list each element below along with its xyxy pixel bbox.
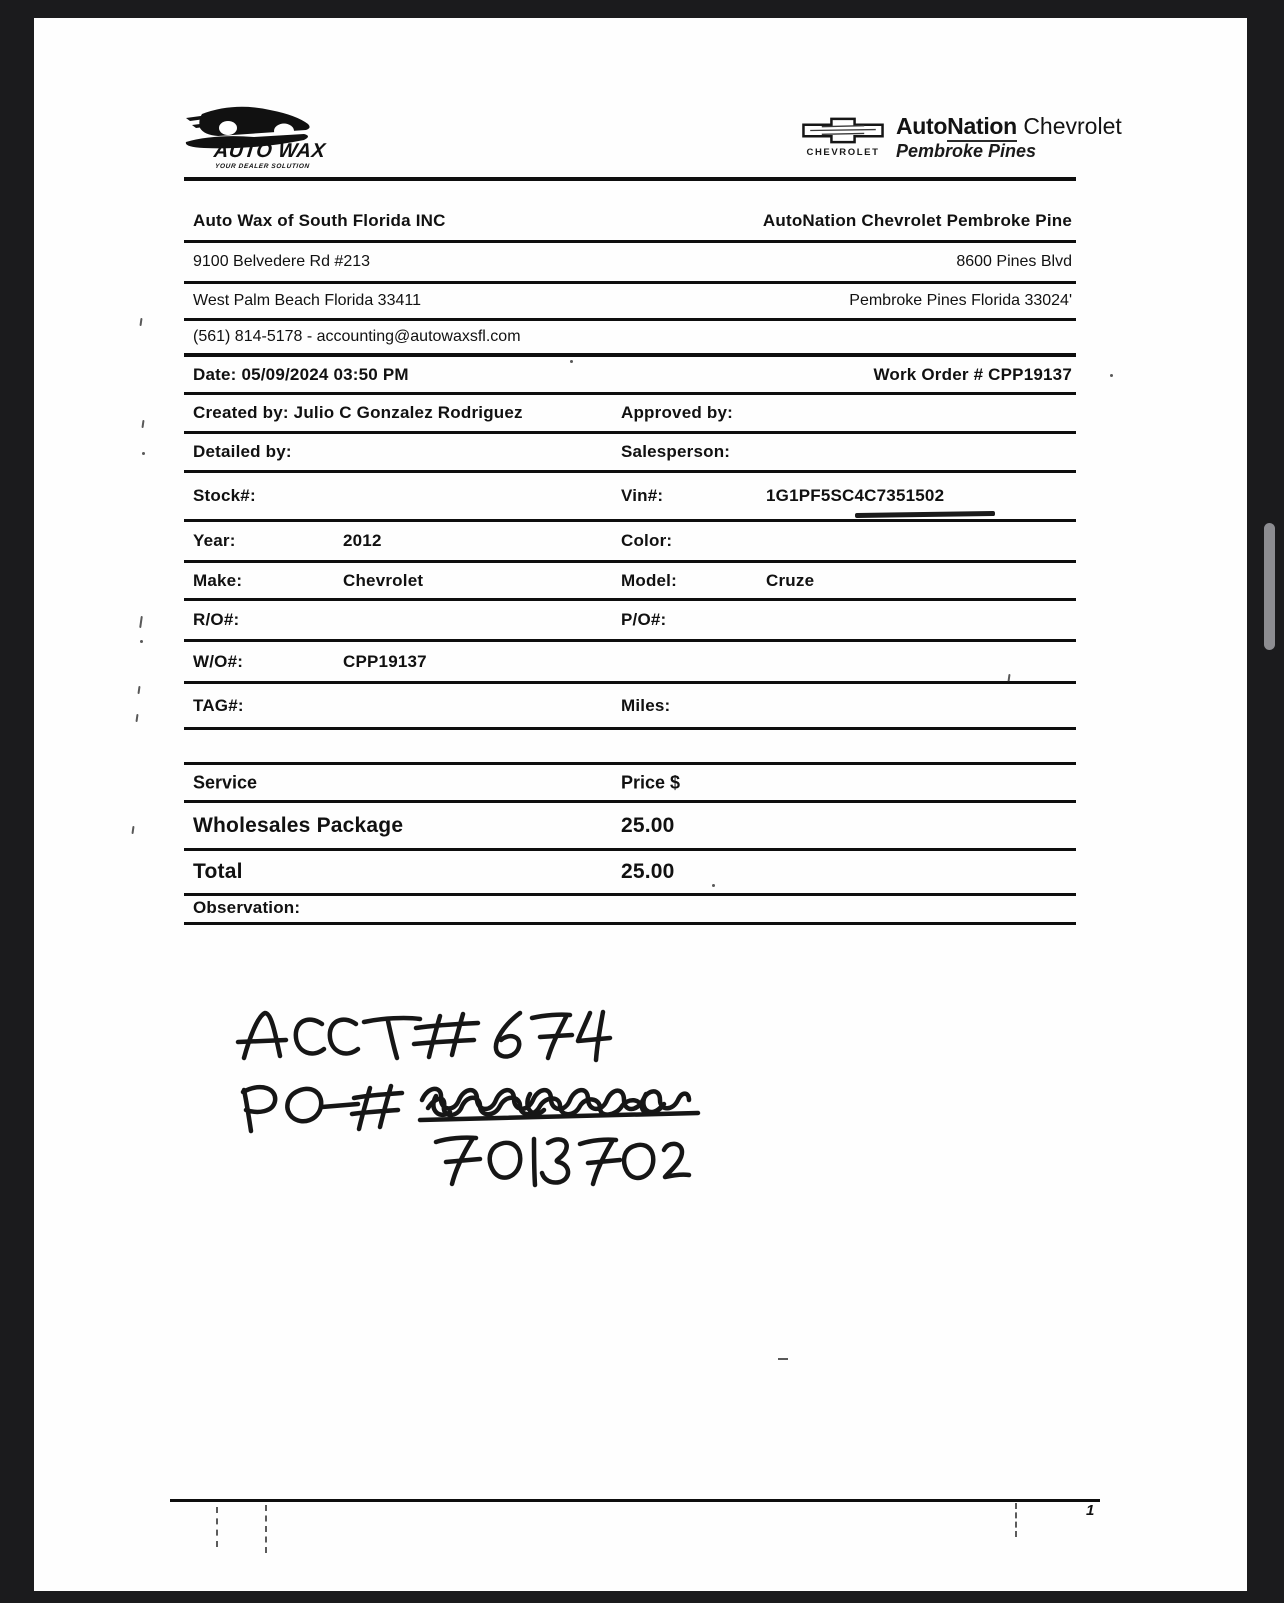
autonation-nation-underlined: Nation <box>947 113 1017 142</box>
handwritten-po-number-scribbled <box>243 1086 698 1131</box>
scan-artifact <box>141 420 144 428</box>
scan-artifact <box>570 360 573 363</box>
auto-wax-logo-tagline: YOUR DEALER SOLUTION <box>214 163 311 170</box>
row-company-names <box>184 181 1076 243</box>
vin-value: 1G1PF5SC4C7351502 <box>766 486 945 505</box>
autonation-chevrolet-logo <box>802 113 1122 162</box>
row-contact <box>184 321 1076 357</box>
auto-wax-logo-text: AUTO WAX <box>212 140 327 162</box>
total-label: Total <box>193 860 243 883</box>
created-by-line: Created by: Julio C Gonzalez Rodriguez <box>193 403 523 422</box>
service-column-header: Service <box>193 772 258 792</box>
service-header-row <box>184 765 1076 803</box>
footer-rule <box>170 1499 1100 1502</box>
scan-artifact <box>778 1358 788 1360</box>
row-stock-vin <box>184 473 1076 522</box>
vin-underline-pen-mark <box>855 511 995 518</box>
vendor-address-1: 9100 Belvedere Rd #213 <box>193 253 371 270</box>
scan-artifact <box>137 686 140 694</box>
service-item-name: Wholesales Package <box>193 813 404 837</box>
salesperson-label: Salesperson: <box>621 442 731 461</box>
ro-label: R/O#: <box>193 610 240 629</box>
chevrolet-bowtie-icon <box>802 117 884 144</box>
handwritten-notes <box>230 1000 710 1200</box>
scan-artifact <box>139 318 142 326</box>
scan-artifact <box>265 1505 267 1553</box>
service-item-row <box>184 803 1076 851</box>
vendor-contact: (561) 814-5178 - accounting@autowaxsfl.com <box>193 328 521 345</box>
detailed-by-label: Detailed by: <box>193 442 292 461</box>
total-price: 25.00 <box>621 860 675 883</box>
row-wo <box>184 642 1076 684</box>
observation-label: Observation: <box>193 898 301 917</box>
vin-label: Vin#: <box>621 486 664 505</box>
autonation-brand-line: AutoNation Chevrolet <box>896 113 1122 140</box>
model-label: Model: <box>621 570 677 590</box>
row-address-2 <box>184 284 1076 321</box>
scanned-document-page <box>34 18 1247 1591</box>
handwritten-acct-number <box>238 1012 610 1060</box>
row-year-color <box>184 522 1076 563</box>
tag-label: TAG#: <box>193 695 244 715</box>
miles-label: Miles: <box>621 695 671 715</box>
work-order-number: Work Order # CPP19137 <box>873 364 1072 384</box>
approved-by-label: Approved by: <box>621 403 733 422</box>
work-order-form <box>184 177 1076 730</box>
model-value: Cruze <box>766 570 815 590</box>
scan-artifact <box>135 714 138 722</box>
wo-label: W/O#: <box>193 651 244 671</box>
dealer-name: AutoNation Chevrolet Pembroke Pine <box>762 211 1072 230</box>
scan-artifact <box>131 826 134 834</box>
autonation-location: Pembroke Pines <box>896 141 1037 161</box>
service-item-price: 25.00 <box>621 813 675 837</box>
scan-artifact <box>712 884 715 887</box>
date-value: 05/09/2024 03:50 PM <box>241 364 409 384</box>
stock-label: Stock#: <box>193 486 256 505</box>
vendor-name: Auto Wax of South Florida INC <box>193 211 446 230</box>
year-label: Year: <box>193 531 236 550</box>
row-ro-po <box>184 601 1076 642</box>
wo-value: CPP19137 <box>343 651 427 671</box>
created-by-value: Julio C Gonzalez Rodriguez <box>293 403 523 422</box>
scan-artifact <box>142 452 145 455</box>
make-label: Make: <box>193 570 243 590</box>
scan-artifact <box>140 640 143 643</box>
po-label: P/O#: <box>621 610 667 629</box>
year-value: 2012 <box>343 531 382 550</box>
service-total-row <box>184 851 1076 896</box>
row-date-workorder <box>184 357 1076 395</box>
row-created-approved <box>184 395 1076 434</box>
scrollbar-thumb[interactable] <box>1264 523 1275 650</box>
scan-artifact <box>216 1507 218 1547</box>
price-column-header: Price $ <box>621 772 681 792</box>
observation-row <box>184 896 1076 925</box>
color-label: Color: <box>621 531 673 550</box>
row-tag-miles <box>184 684 1076 730</box>
service-price-table <box>184 762 1076 925</box>
auto-wax-logo <box>184 104 334 170</box>
page-number: 1 <box>1086 1502 1095 1519</box>
dealer-address-1: 8600 Pines Blvd <box>956 253 1072 270</box>
date-line: Date: 05/09/2024 03:50 PM <box>193 364 409 384</box>
chevrolet-label: CHEVROLET <box>806 147 880 158</box>
scan-artifact <box>1110 374 1113 377</box>
row-detailed-salesperson <box>184 434 1076 473</box>
scan-artifact <box>139 616 143 628</box>
scan-artifact <box>1015 1503 1017 1537</box>
row-make-model <box>184 563 1076 601</box>
make-value: Chevrolet <box>343 570 424 590</box>
row-address-1 <box>184 243 1076 284</box>
dealer-address-2: Pembroke Pines Florida 33024' <box>849 292 1072 309</box>
handwritten-po-number-corrected <box>436 1138 689 1185</box>
vendor-address-2: West Palm Beach Florida 33411 <box>193 292 421 309</box>
